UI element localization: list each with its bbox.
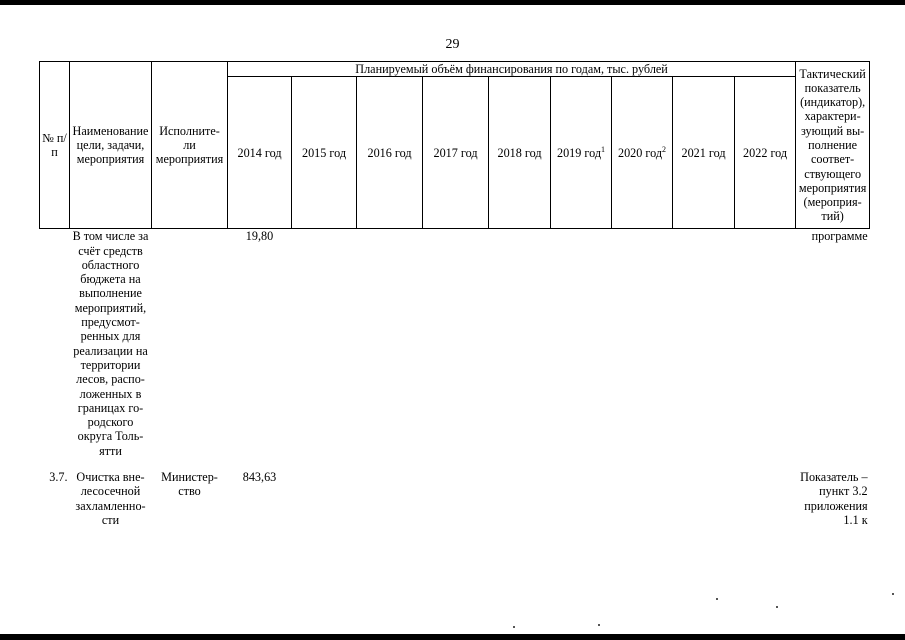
page-number: 29 <box>445 37 460 52</box>
scan-speck <box>776 606 778 608</box>
row-value-2014: 843,63 <box>242 470 277 485</box>
financing-table <box>39 61 870 527</box>
row-name: В том числе за счёт средств областного бюджета на выполнение мероприятий, предусмот-ренных для реализации на территории лесов, распо-ложенных в границах го-родского округа Толь-ятти <box>70 229 152 458</box>
row-executor <box>152 229 228 458</box>
header-year: 2020 год$^2$ <box>612 77 673 229</box>
header-year: 2017 год <box>423 77 489 229</box>
table-row <box>40 470 870 527</box>
row-num <box>40 229 70 458</box>
header-executor: Исполните-ли мероприятия <box>152 62 228 229</box>
row-name: Очистка вне-лесосечной захламленно-сти <box>75 470 146 527</box>
header-year: 2018 год <box>489 77 551 229</box>
header-name: Наименование цели, задачи, мероприятия <box>70 62 152 229</box>
scan-speck <box>513 626 515 628</box>
header-year: 2022 год <box>735 77 796 229</box>
header-year: 2014 год <box>228 77 292 229</box>
header-year: 2016 год <box>357 77 423 229</box>
row-indicator: программе <box>796 229 870 458</box>
row-num: 3.7. <box>49 470 68 485</box>
table-row <box>40 229 870 458</box>
scan-speck <box>598 624 600 626</box>
row-indicator: Показатель – пункт 3.2 приложения 1.1 к <box>800 470 868 527</box>
header-financing: Планируемый объём финансирования по годам, тыс. рублей <box>228 62 796 77</box>
top-border <box>0 0 905 5</box>
header-year: 2015 год <box>292 77 357 229</box>
scan-speck <box>892 593 894 595</box>
header-year: 2021 год <box>673 77 735 229</box>
header-year: 2019 год$^1$ <box>551 77 612 229</box>
bottom-border <box>0 634 905 640</box>
scan-speck <box>716 598 718 600</box>
header-num: № п/п <box>40 62 70 229</box>
row-executor: Министер-ство <box>161 470 218 499</box>
row-value-2014: 19,80 <box>228 229 292 458</box>
header-indicator: Тактический показатель (индикатор), характери-зующий вы-полнение соответ-ствующего мероприятия (мероприя-тий) <box>796 62 870 229</box>
